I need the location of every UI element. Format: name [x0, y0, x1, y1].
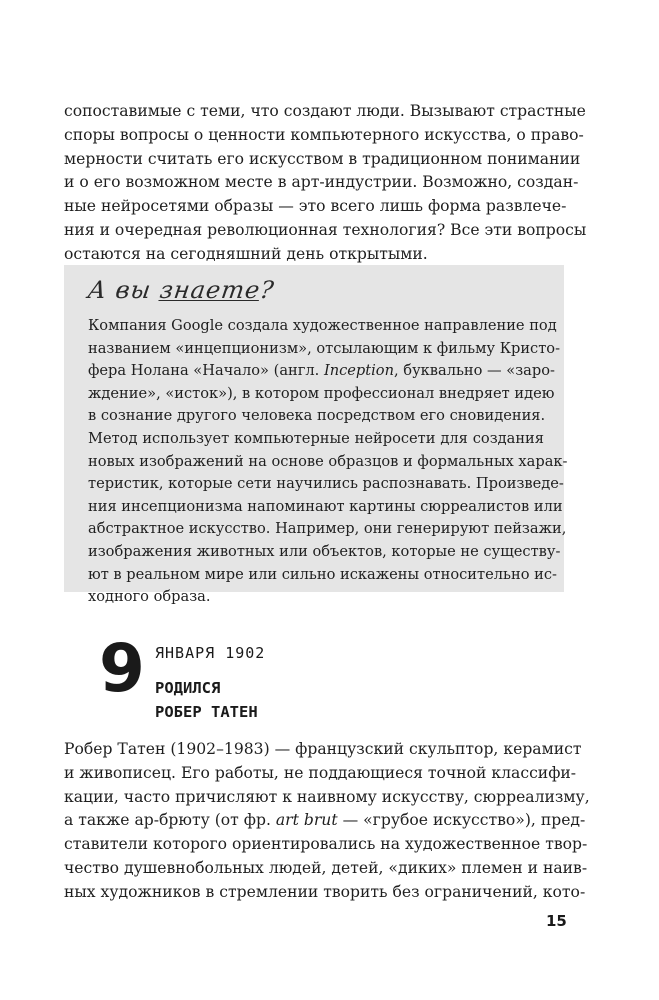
text-line: Метод использует компьютерные нейросети для создания	[88, 429, 544, 447]
text-line: ходного образа.	[88, 588, 211, 606]
text-line: ждение», «исток»), в котором профессионал внедряет идею	[88, 384, 555, 402]
text-line: названием «инцепционизм», отсылающим к фильму Кристо-	[88, 339, 561, 357]
text-fragment: фера Нолана «Начало» (англ.	[88, 362, 320, 380]
text-line: остаются на сегодняшний день открытыми.	[64, 244, 428, 263]
text-line: ют в реальном мире или сильно искажены относительно ис-	[88, 565, 557, 583]
text-line	[64, 809, 586, 833]
text-line: Робер Татен (1902–1983) — французский скульптор, керамист	[64, 740, 582, 758]
event-title	[155, 676, 258, 724]
text-line: чество душевнобольных людей, детей, «диких» племен и наив-	[64, 858, 588, 877]
text-line: кации, часто причисляют к наивному искусству, сюрреализму,	[64, 787, 590, 806]
text-line: теристик, которые сети научились распознавать. Произведе-	[88, 475, 564, 493]
text-line: ния и очередная революционная технология? Все эти вопросы	[64, 220, 587, 239]
text-line: Компания Google создала художественное направление под	[88, 317, 557, 334]
event-title-line: РОДИЛСЯ	[155, 679, 221, 697]
text-line: споры вопросы о ценности компьютерного искусства, о право-	[64, 125, 584, 144]
text-fragment: а также ар-брюту (от фр.	[64, 811, 271, 830]
text-line	[88, 360, 555, 383]
biography-paragraph	[64, 738, 590, 905]
text-line: сопоставимые с теми, что создают люди. Вызывают страстные	[64, 102, 586, 120]
text-line: мерности считать его искусством в традиционном понимании	[64, 149, 581, 168]
did-you-know-heading	[86, 276, 276, 304]
text-line: и живописец. Его работы, не поддающиеся точной классифи-	[64, 763, 577, 782]
heading-underlined-word: знаете	[157, 276, 263, 304]
heading-end: ?	[258, 276, 277, 304]
italic-term: art brut	[275, 811, 338, 830]
text-line: изображения животных или объектов, которые не существу-	[88, 542, 561, 560]
text-fragment: , буквально — «заро-	[394, 362, 555, 380]
heading-start: А вы	[86, 276, 162, 304]
text-line: ставители которого ориентировались на художественное твор-	[64, 835, 588, 854]
event-title-line: РОБЕР ТАТЕН	[155, 703, 258, 721]
text-line: в сознание другого человека посредством его сновидения.	[88, 407, 546, 425]
text-line: ния инсепционизма напоминают картины сюрреалистов или	[88, 497, 563, 515]
text-line: и о его возможном месте в арт-индустрии. Возможно, создан-	[64, 173, 579, 192]
did-you-know-text	[88, 315, 568, 609]
text-line: новых изображений на основе образцов и формальных харак-	[88, 452, 568, 470]
text-line: ных художников в стремлении творить без ограничений, кото-	[64, 882, 586, 901]
italic-term: Inception	[323, 362, 394, 380]
date-day-number: 9	[99, 630, 145, 707]
text-line: ные нейросетями образы — это всего лишь форма развлече-	[64, 197, 567, 216]
text-line: абстрактное искусство. Например, они генерируют пейзажи,	[88, 520, 567, 538]
intro-paragraph	[64, 100, 587, 267]
page-number: 15	[546, 912, 567, 930]
date-month-year: ЯНВАРЯ 1902	[155, 644, 266, 662]
text-fragment: — «грубое искусство»), пред-	[342, 811, 586, 830]
